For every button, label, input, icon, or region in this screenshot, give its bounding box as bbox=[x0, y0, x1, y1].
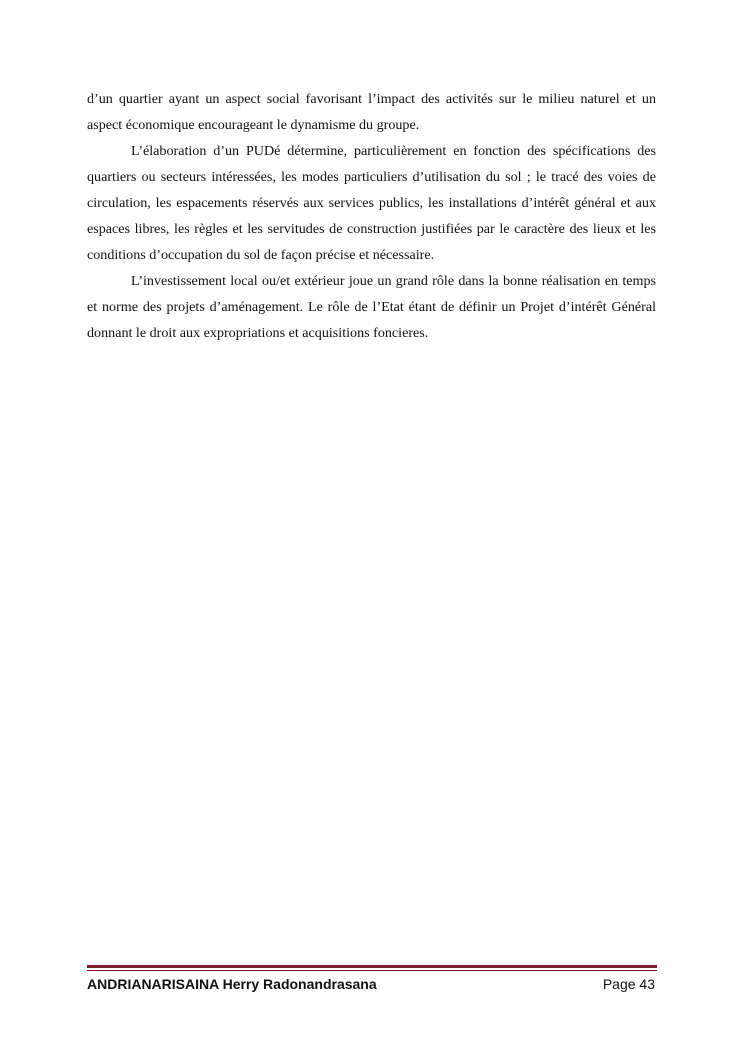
page-number: Page 43 bbox=[602, 976, 655, 992]
footer-author: ANDRIANARISAINA Herry Radonandrasana bbox=[87, 976, 377, 992]
body-text bbox=[87, 86, 656, 346]
paragraph-investment: L’investissement local ou/et extérieur joue un grand rôle dans la bonne réalisation en temps et norme des projets d’aménagement. Le rôle de l’Etat étant de définir un Projet d’intérêt Général donnant le droit aux expropriations et acquisitions foncieres. bbox=[87, 273, 656, 341]
footer-rule-thin bbox=[87, 970, 657, 971]
paragraph-pude-elaboration: L’élaboration d’un PUDé détermine, particulièrement en fonction des spécifications des quartiers ou secteurs intéressées, les modes particuliers d’utilisation du sol ; le tracé des voies de circulation, les espacements réservés aux services publics, les installations d’intérêt général et aux espaces libres, les règles et les servitudes de construction justifiées par le caractère des lieux et les conditions d’occupation du sol de façon précise et nécessaire. bbox=[87, 143, 656, 263]
footer-rule-thick bbox=[87, 965, 657, 968]
page-footer bbox=[87, 973, 657, 995]
paragraph-continuation: d’un quartier ayant un aspect social favorisant l’impact des activités sur le milieu naturel et un aspect économique encourageant le dynamisme du groupe. bbox=[87, 91, 656, 133]
